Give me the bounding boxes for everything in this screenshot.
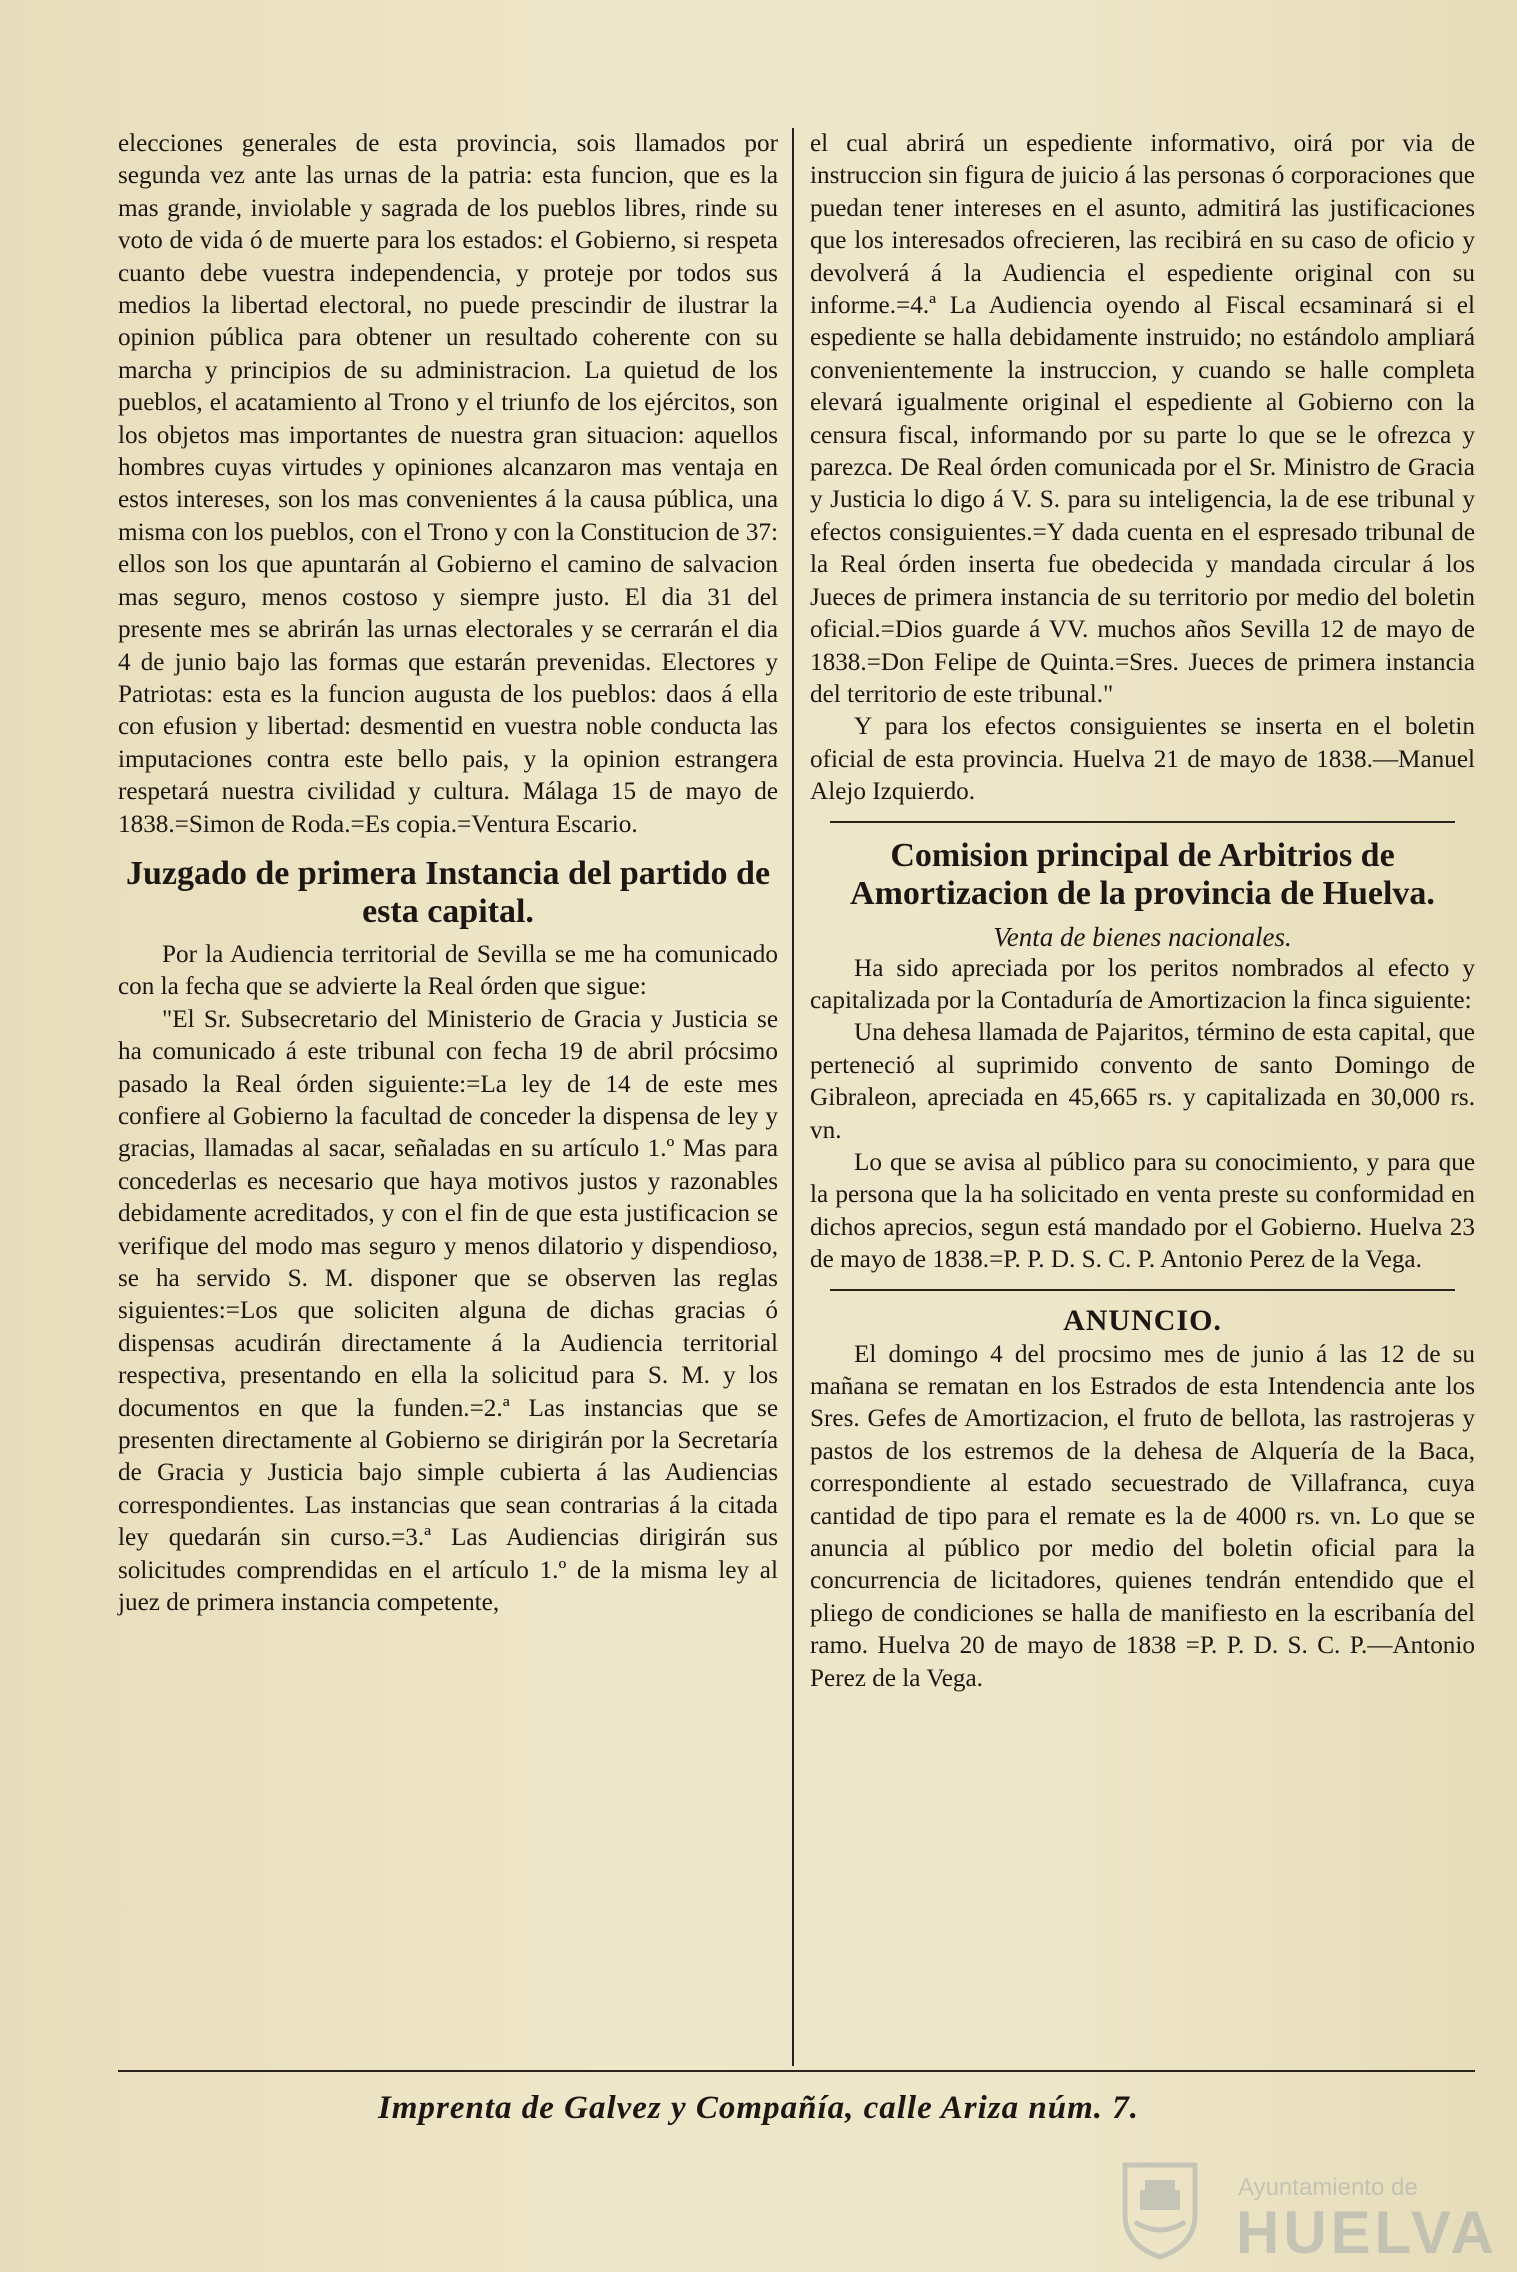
right-paragraph-4: Una dehesa llamada de Pajaritos, término de esta capital, que perteneció al suprimido convento de santo Domingo de Gibraleon, apreciada en 45,665 rs. y capitalizada en 30,000 rs. vn. <box>810 1019 1475 1144</box>
section-separator-2 <box>830 1289 1455 1291</box>
section-separator <box>830 821 1455 823</box>
right-column <box>810 128 1475 1695</box>
archive-watermark <box>1110 2160 1498 2272</box>
right-paragraph-2: Y para los efectos consiguientes se inserta en el boletin oficial de esta provincia. Huelva 21 de mayo de 1838.—Manuel Alejo Izquierdo. <box>810 713 1475 806</box>
left-paragraph-2: Por la Audiencia territorial de Sevilla se me ha comunicado con la fecha que se advierte la Real órden que sigue: <box>118 940 778 1001</box>
watermark-line-1: Ayuntamiento de <box>1238 2174 1418 2201</box>
commission-heading: Comision principal de Arbitrios de Amortizacion de la provincia de Huelva. <box>850 836 1435 912</box>
court-section-heading: Juzgado de primera Instancia del partido de esta capital. <box>125 854 771 930</box>
left-paragraph-3: "El Sr. Subsecretario del Ministerio de Gracia y Justicia se ha comunicado á este tribunal con fecha 19 de abril prócsimo pasado la Real órden siguiente:=La ley de 14 de este mes confiere al Gobierno la facultad de conceder la dispensa de ley y gracias, llamadas al sacar, señaladas en su artículo 1.º Mas para concederlas es necesario que haya motivos justos y razonables debidamente acreditados, y con el fin de que esta justificacion se verifique del modo mas seguro y menos dilatorio y dispendioso, se ha servido S. M. disponer que se observen las reglas siguientes:=Los que soliciten alguna de dichas gracias ó dispensas acudirán directamente á la Audiencia territorial respectiva, presentando en ella la solicitud para S. M. y los documentos en que la funden.=2.ª Las instancias que se presenten directamente al Gobierno se dirigirán por la Secretaría de Gracia y Justicia bajo simple cubierta á las Audiencias correspondientes. Las instancias que sean contrarias á la citada ley quedarán sin curso.=3.ª Las Audiencias dirigirán sus solicitudes comprendidas en el artículo 1.º de la misma ley al juez de primera instancia competente, <box>118 1005 778 1617</box>
right-paragraph-6: El domingo 4 del procsimo mes de junio á las 12 de su mañana se rematan en los Estrados de esta Intendencia ante los Sres. Gefes de Amortizacion, el fruto de bellota, las rastrojeras y pastos de los estremos de la dehesa de Alquería de la Baca, correspondiente al estado secuestrado de Villafranca, cuya cantidad de tipo para el remate es la de 4000 rs. vn. Lo que se anuncia al público por medio del boletin oficial para la concurrencia de licitadores, quienes tendrán entendido que el pliego de condiciones se halla de manifiesto en la escribanía del ramo. Huelva 20 de mayo de 1838 =P. P. D. S. C. P.—Antonio Perez de la Vega. <box>810 1340 1475 1692</box>
sale-subheading: Venta de bienes nacionales. <box>993 921 1292 952</box>
right-paragraph-1: el cual abrirá un espediente informativo, oirá por via de instruccion sin figura de juicio á las personas ó corporaciones que puedan tener intereses en el asunto, admitirá las justificaciones que los interesados ofrecieren, las recibirá en su caso de oficio y devolverá á la Audiencia el espediente original con su informe.=4.ª La Audiencia oyendo al Fiscal ecsaminará si el espediente se halla debidamente instruido; no estándolo ampliará convenientemente la instruccion, y cuando se halle completa elevará igualmente original el espediente al Gobierno con la censura fiscal, informando por su parte lo que se le ofrezca y parezca. De Real órden comunicada por el Sr. Ministro de Gracia y Justicia lo digo á V. S. para su inteligencia, la de ese tribunal y efectos consiguientes.=Y dada cuenta en el espresado tribunal de la Real órden inserta fue obedecida y mandada circular á los Jueces de primera instancia de su territorio por medio del boletin oficial.=Dios guarde á VV. muchos años Sevilla 12 de mayo de 1838.=Don Felipe de Quinta.=Sres. Jueces de primera instancia del territorio de este tribunal." <box>810 130 1475 708</box>
bottom-rule <box>118 2070 1475 2072</box>
printer-imprint: Imprenta de Galvez y Compañía, calle Ariza núm. 7. <box>377 2090 1140 2126</box>
watermark-line-2: HUELVA <box>1236 2199 1498 2266</box>
notice-title: ANUNCIO. <box>1063 1303 1222 1337</box>
right-paragraph-5: Lo que se avisa al público para su conocimiento, y para que la persona que la ha solicitado en venta preste su conformidad en dichos aprecios, segun está mandado por el Gobierno. Huelva 23 de mayo de 1838.=P. P. D. S. C. P. Antonio Perez de la Vega. <box>810 1148 1475 1274</box>
right-paragraph-3: Ha sido apreciada por los peritos nombrados al efecto y capitalizada por la Contaduría de Amortizacion la finca siguiente: <box>810 954 1475 1014</box>
column-divider <box>792 128 794 2066</box>
city-shield-icon <box>1120 2160 1200 2260</box>
left-paragraph-1: elecciones generales de esta provincia, sois llamados por segunda vez ante las urnas de la patria: esta funcion, que es la mas grande, inviolable y sagrada de los pueblos libres, rinde su voto de vida ó de muerte para los estados: el Gobierno, si respeta cuanto debe vuestra independencia, y proteje por todos sus medios la libertad electoral, no puede prescindir de ilustrar la opinion pública para obtener un resultado coherente con su marcha y principios de su administracion. La quietud de los pueblos, el acatamiento al Trono y el triunfo de los ejércitos, son los objetos mas importantes de nuestra gran situacion: aquellos hombres cuyas virtudes y opiniones alcanzaron mas ventaja en estos intereses, son los mas convenientes á la causa pública, una misma con los pueblos, con el Trono y con la Constitucion de 37: ellos son los que apuntarán al Gobierno el camino de salvacion mas seguro, menos costoso y siempre justo. El dia 31 del presente mes se abrirán las urnas electorales y se cerrarán el dia 4 de junio bajo las formas que estarán prevenidas. Electores y Patriotas: esta es la funcion augusta de los pueblos: daos á ella con efusion y libertad: desmentid en vuestra noble conducta las imputaciones contra este bello pais, y la opinion estrangera respetará nuestra civilidad y cultura. Málaga 15 de mayo de 1838.=Simon de Roda.=Es copia.=Ventura Escario. <box>118 130 778 838</box>
left-column <box>118 128 778 1619</box>
